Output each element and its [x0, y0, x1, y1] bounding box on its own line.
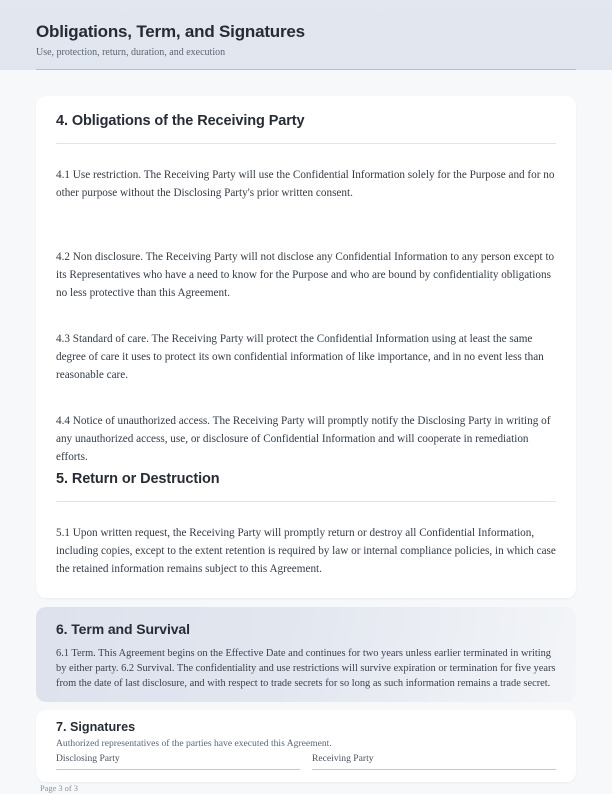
page-subtitle: Use, protection, return, duration, and execution — [36, 47, 226, 58]
signatures-note: Authorized representatives of the parties have executed this Agreement. — [56, 738, 332, 749]
signature-label-disclosing: Disclosing Party — [56, 753, 120, 764]
header-divider — [36, 69, 576, 70]
clause-4-2: 4.2 Non disclosure. The Receiving Party will not disclose any Confidential Information to any person except to its Representatives who have a need to know for the Purpose and who are bound by confidentiality obligations no less protective than this Agreement. — [56, 251, 555, 300]
document-header-inner — [36, 0, 576, 70]
clause-4-1: 4.1 Use restriction. The Receiving Party will use the Confidential Information solely for the Purpose and for no other purpose without the Disclosing Party's prior written consent. — [56, 169, 555, 200]
section-6-inner — [56, 607, 558, 691]
clause-4-3: 4.3 Standard of care. The Receiving Party will protect the Confidential Information using at least the same degree of care it uses to protect its own confidential information of like importance, and in no event less than reasonable care. — [56, 333, 544, 382]
section-5-divider — [56, 501, 556, 502]
section-5-heading: 5. Return or Destruction — [56, 471, 220, 487]
signature-field-disclosing[interactable] — [56, 753, 300, 770]
section-6-heading: 6. Term and Survival — [56, 621, 190, 637]
signature-label-receiving: Receiving Party — [312, 753, 374, 764]
section-4-heading: 4. Obligations of the Receiving Party — [56, 113, 305, 129]
section-4-divider — [56, 143, 556, 144]
clause-5-1: 5.1 Upon written request, the Receiving Party will promptly return or destroy all Confidential Information, including copies, except to the extent retention is required by law or internal compliance policies, in which case the retained information remains subject to this Agreement. — [56, 527, 556, 576]
document-header — [0, 0, 612, 70]
section-6-callout — [36, 607, 576, 702]
signature-field-receiving[interactable] — [312, 753, 556, 770]
section-6-text: 6.1 Term. This Agreement begins on the Effective Date and continues for two years unless earlier terminated in writing by either party. 6.2 Survival. The confidentiality and use restrictions will survive expiration or termination for five years from the date of last disclosure, and with respect to trade secrets for so long as such information remains a trade secret. — [56, 648, 556, 689]
clause-4-4: 4.4 Notice of unauthorized access. The Receiving Party will promptly notify the Disclosing Party in writing of any unauthorized access, use, or disclosure of Confidential Information and will cooperate in remediation efforts. — [56, 415, 551, 464]
page-title: Obligations, Term, and Signatures — [36, 22, 305, 41]
page-footer-label: Page 3 of 3 — [40, 784, 78, 793]
signature-fields-row — [56, 753, 556, 770]
section-7-heading: 7. Signatures — [56, 720, 136, 734]
